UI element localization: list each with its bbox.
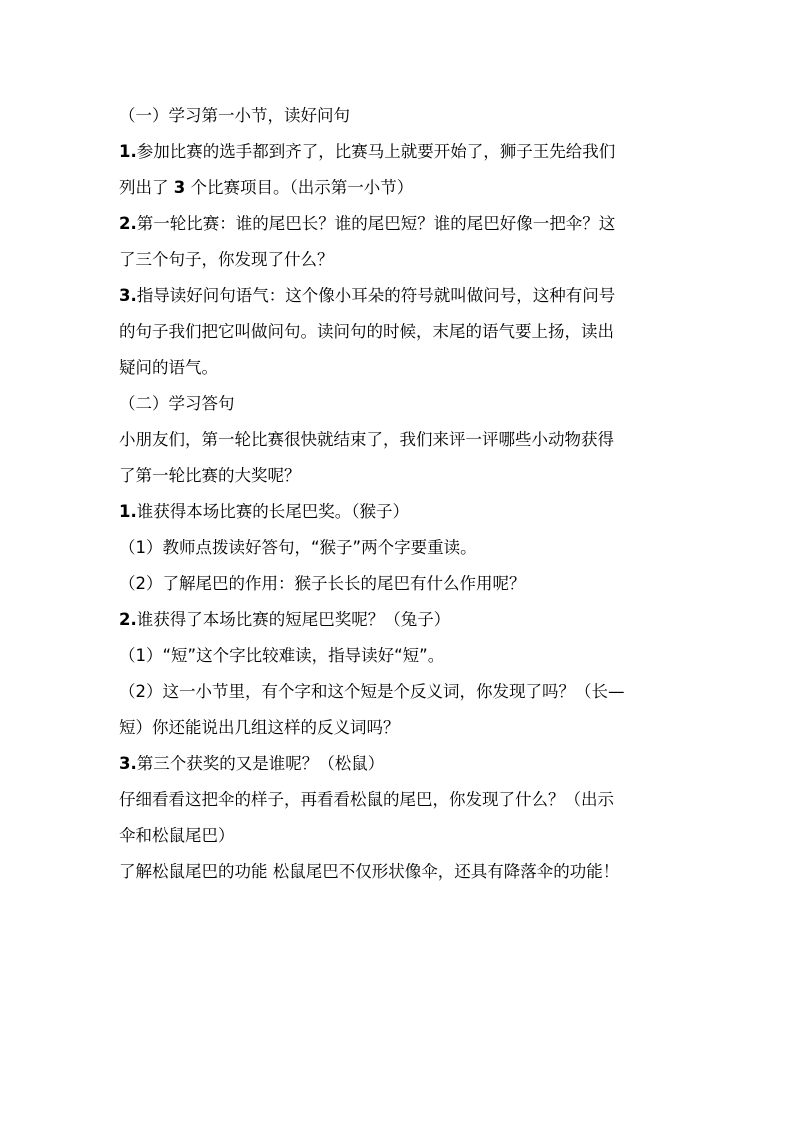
paragraph-line: 3.第三个获奖的又是谁呢？（松鼠） <box>119 754 385 773</box>
paragraph-line: 了三个句子，你发现了什么？ <box>119 250 334 269</box>
count-number: 3 <box>173 178 186 197</box>
item-number: 1. <box>119 502 137 521</box>
paragraph-line: 伞和松鼠尾巴） <box>119 826 235 845</box>
item-number: 3. <box>119 286 137 305</box>
paragraph-line: 2.第一轮比赛：谁的尾巴长？谁的尾巴短？谁的尾巴好像一把伞？这 <box>119 214 616 233</box>
paragraph-line: 短）你还能说出几组这样的反义词吗？ <box>119 718 400 737</box>
item-number: 3. <box>119 754 137 773</box>
item-number: 2. <box>119 214 137 233</box>
paragraph-line: 1.谁获得本场比赛的长尾巴奖。（猴子） <box>119 502 409 521</box>
paragraph-line: 疑问的语气。 <box>119 358 218 377</box>
paragraph-line: 的句子我们把它叫做问句。读问句的时候，末尾的语气要上扬，读出 <box>119 322 614 341</box>
item-number: 2. <box>119 610 137 629</box>
section-heading-2: （二）学习答句 <box>119 394 235 413</box>
section-heading-1: （一）学习第一小节，读好问句 <box>119 106 350 125</box>
paragraph-line: （2）了解尾巴的作用：猴子长长的尾巴有什么作用呢？ <box>119 574 526 593</box>
document-body <box>119 98 679 890</box>
paragraph-line: 2.谁获得了本场比赛的短尾巴奖呢？（兔子） <box>119 610 451 629</box>
paragraph-line: （1）“短”这个字比较难读，指导读好“短”。 <box>119 646 445 665</box>
paragraph-line: 1.参加比赛的选手都到齐了，比赛马上就要开始了，狮子王先给我们 <box>119 142 616 161</box>
item-number: 1. <box>119 142 137 161</box>
paragraph-line: 列出了 3 个比赛项目。（出示第一小节） <box>119 178 414 197</box>
paragraph-line: 了解松鼠尾巴的功能 松鼠尾巴不仅形状像伞，还具有降落伞的功能！ <box>119 862 620 881</box>
paragraph-line: 小朋友们，第一轮比赛很快就结束了，我们来评一评哪些小动物获得 <box>119 430 614 449</box>
paragraph-line: （2）这一小节里，有个字和这个短是个反义词，你发现了吗？（长— <box>119 682 625 701</box>
paragraph-line: 了第一轮比赛的大奖呢？ <box>119 466 301 485</box>
paragraph-line: 仔细看看这把伞的样子，再看看松鼠的尾巴，你发现了什么？（出示 <box>119 790 614 809</box>
paragraph-line: （1）教师点拨读好答句，“猴子”两个字要重读。 <box>119 538 477 557</box>
paragraph-line: 3.指导读好问句语气：这个像小耳朵的符号就叫做问号，这种有问号 <box>119 286 616 305</box>
